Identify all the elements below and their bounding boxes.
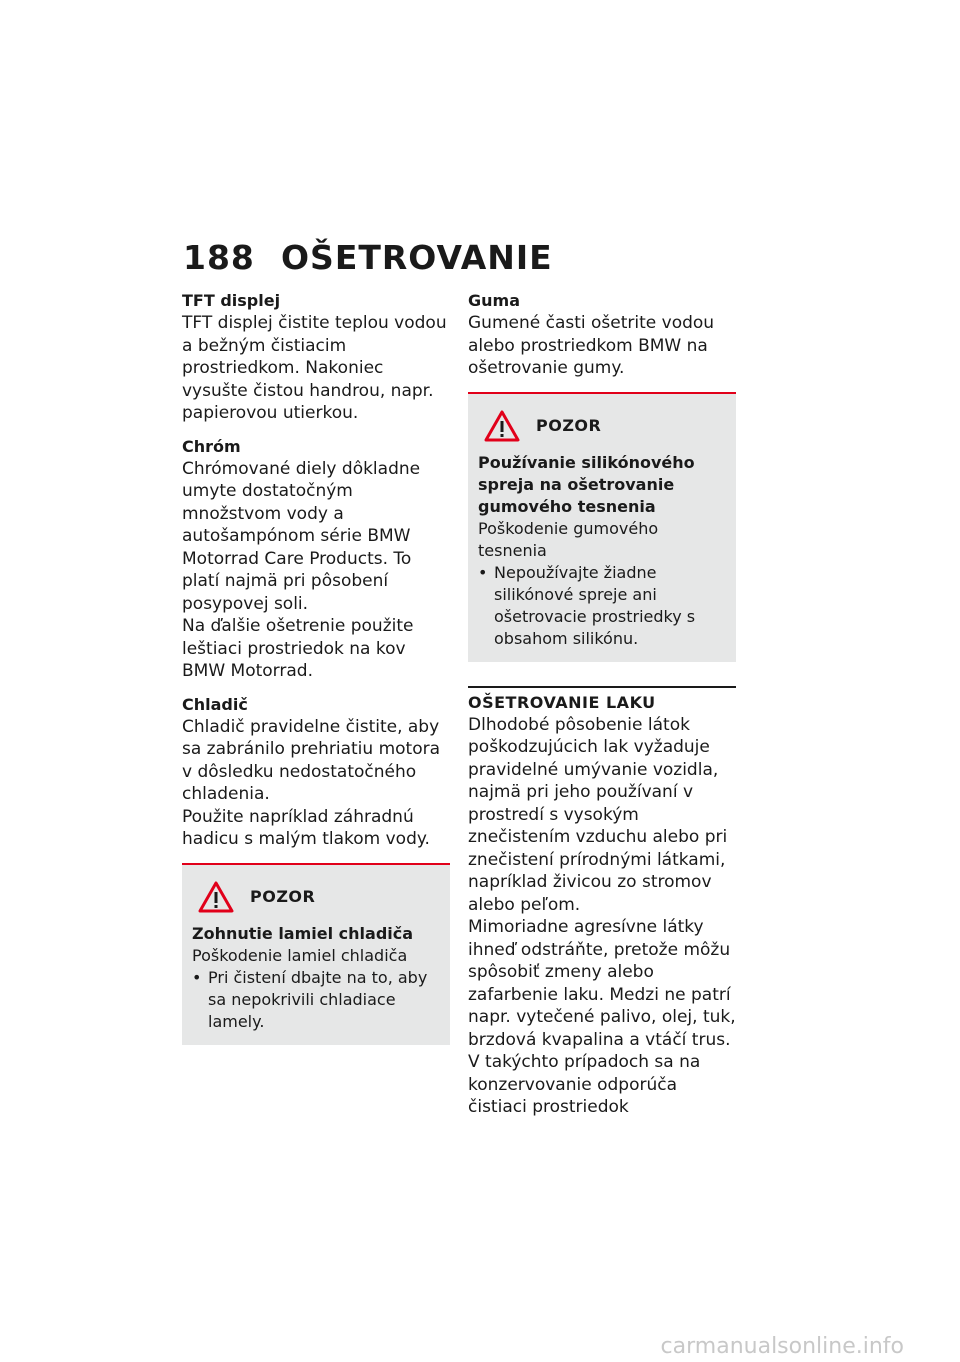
left-column — [182, 290, 450, 1045]
page-title: OŠETROVANIE — [281, 238, 553, 277]
page-header — [183, 238, 553, 277]
paint-text-1: Dlhodobé pôsobenie látok poškodzujúcich lak vyžaduje pravidelné umývanie vozidla, najmä pri jeho používaní v prostredí s vysokým znečistením vzduchu alebo pri znečistení prírodnými látkami, napríklad živicou zo stromov alebo peľom. — [468, 714, 728, 915]
rubber-heading: Guma — [468, 291, 520, 310]
warning-header — [192, 881, 440, 913]
warning-label: POZOR — [250, 887, 316, 906]
warning-title: Používanie silikónového spreja na ošetrovanie gumového tesnenia — [478, 452, 695, 516]
warning-bullet — [192, 967, 440, 1033]
warning-triangle-icon — [484, 410, 520, 442]
watermark: carmanualsonline.info — [660, 1334, 904, 1359]
radiator-warning-box — [182, 863, 450, 1045]
warning-triangle-icon — [198, 881, 234, 913]
bullet-dot-icon: • — [478, 562, 488, 582]
warning-title: Zohnutie lamiel chladiča — [192, 923, 414, 943]
page-number: 188 — [183, 238, 255, 277]
chrome-heading: Chróm — [182, 436, 241, 456]
bullet-dot-icon: • — [192, 967, 202, 987]
warning-text: Poškodenie lamiel chladiča — [192, 945, 408, 965]
warning-bullet — [478, 562, 726, 650]
radiator-text-1: Chladič pravidelne čistite, aby sa zabránilo prehriatiu motora v dôsledku nedostatočného chladenia. — [182, 716, 441, 804]
warning-bullet-text: Nepoužívajte žiadne silikónové spreje ani ošetrovacie prostriedky s obsahom silikónu. — [494, 562, 696, 648]
radiator-heading: Chladič — [182, 694, 248, 714]
tft-text: TFT displej čistite teplou vodou a bežným čistiacim prostriedkom. Nakoniec vysušte čistou handrou, napr. papierovou utierkou. — [182, 313, 447, 423]
chrome-text-1: Chrómované diely dôkladne umyte dostatočným množstvom vody a autošampónom série BMW Motorrad Care Products. To platí najmä pri pôsobení posypovej soli. — [182, 458, 421, 614]
chrome-text-2: Na ďalšie ošetrenie použite leštiaci prostriedok na kov BMW Motorrad. — [182, 616, 414, 681]
warning-text: Poškodenie gumového tesnenia — [478, 518, 659, 560]
paint-section-title: OŠETROVANIE LAKU — [468, 686, 736, 714]
rubber-text: Gumené časti ošetrite vodou alebo prostriedkom BMW na ošetrovanie gumy. — [468, 313, 715, 378]
radiator-text-2: Použite napríklad záhradnú hadicu s malým tlakom vody. — [182, 806, 430, 849]
warning-bullet-text: Pri čistení dbajte na to, aby sa nepokrivili chladiace lamely. — [208, 967, 428, 1031]
tft-heading: TFT displej — [182, 291, 281, 310]
warning-label: POZOR — [536, 416, 602, 435]
rubber-warning-box — [468, 392, 736, 662]
paint-text-2: Mimoriadne agresívne látky ihneď odstráňte, pretože môžu spôsobiť zmeny alebo zafarbenie laku. Medzi ne patrí napr. vytečené palivo, olej, tuk, brzdová kvapalina a vtáčí trus. V takýchto prípadoch sa na konzervovanie odporúča čistiaci prostriedok — [468, 917, 736, 1117]
warning-header — [478, 410, 726, 442]
right-column — [468, 290, 736, 1119]
